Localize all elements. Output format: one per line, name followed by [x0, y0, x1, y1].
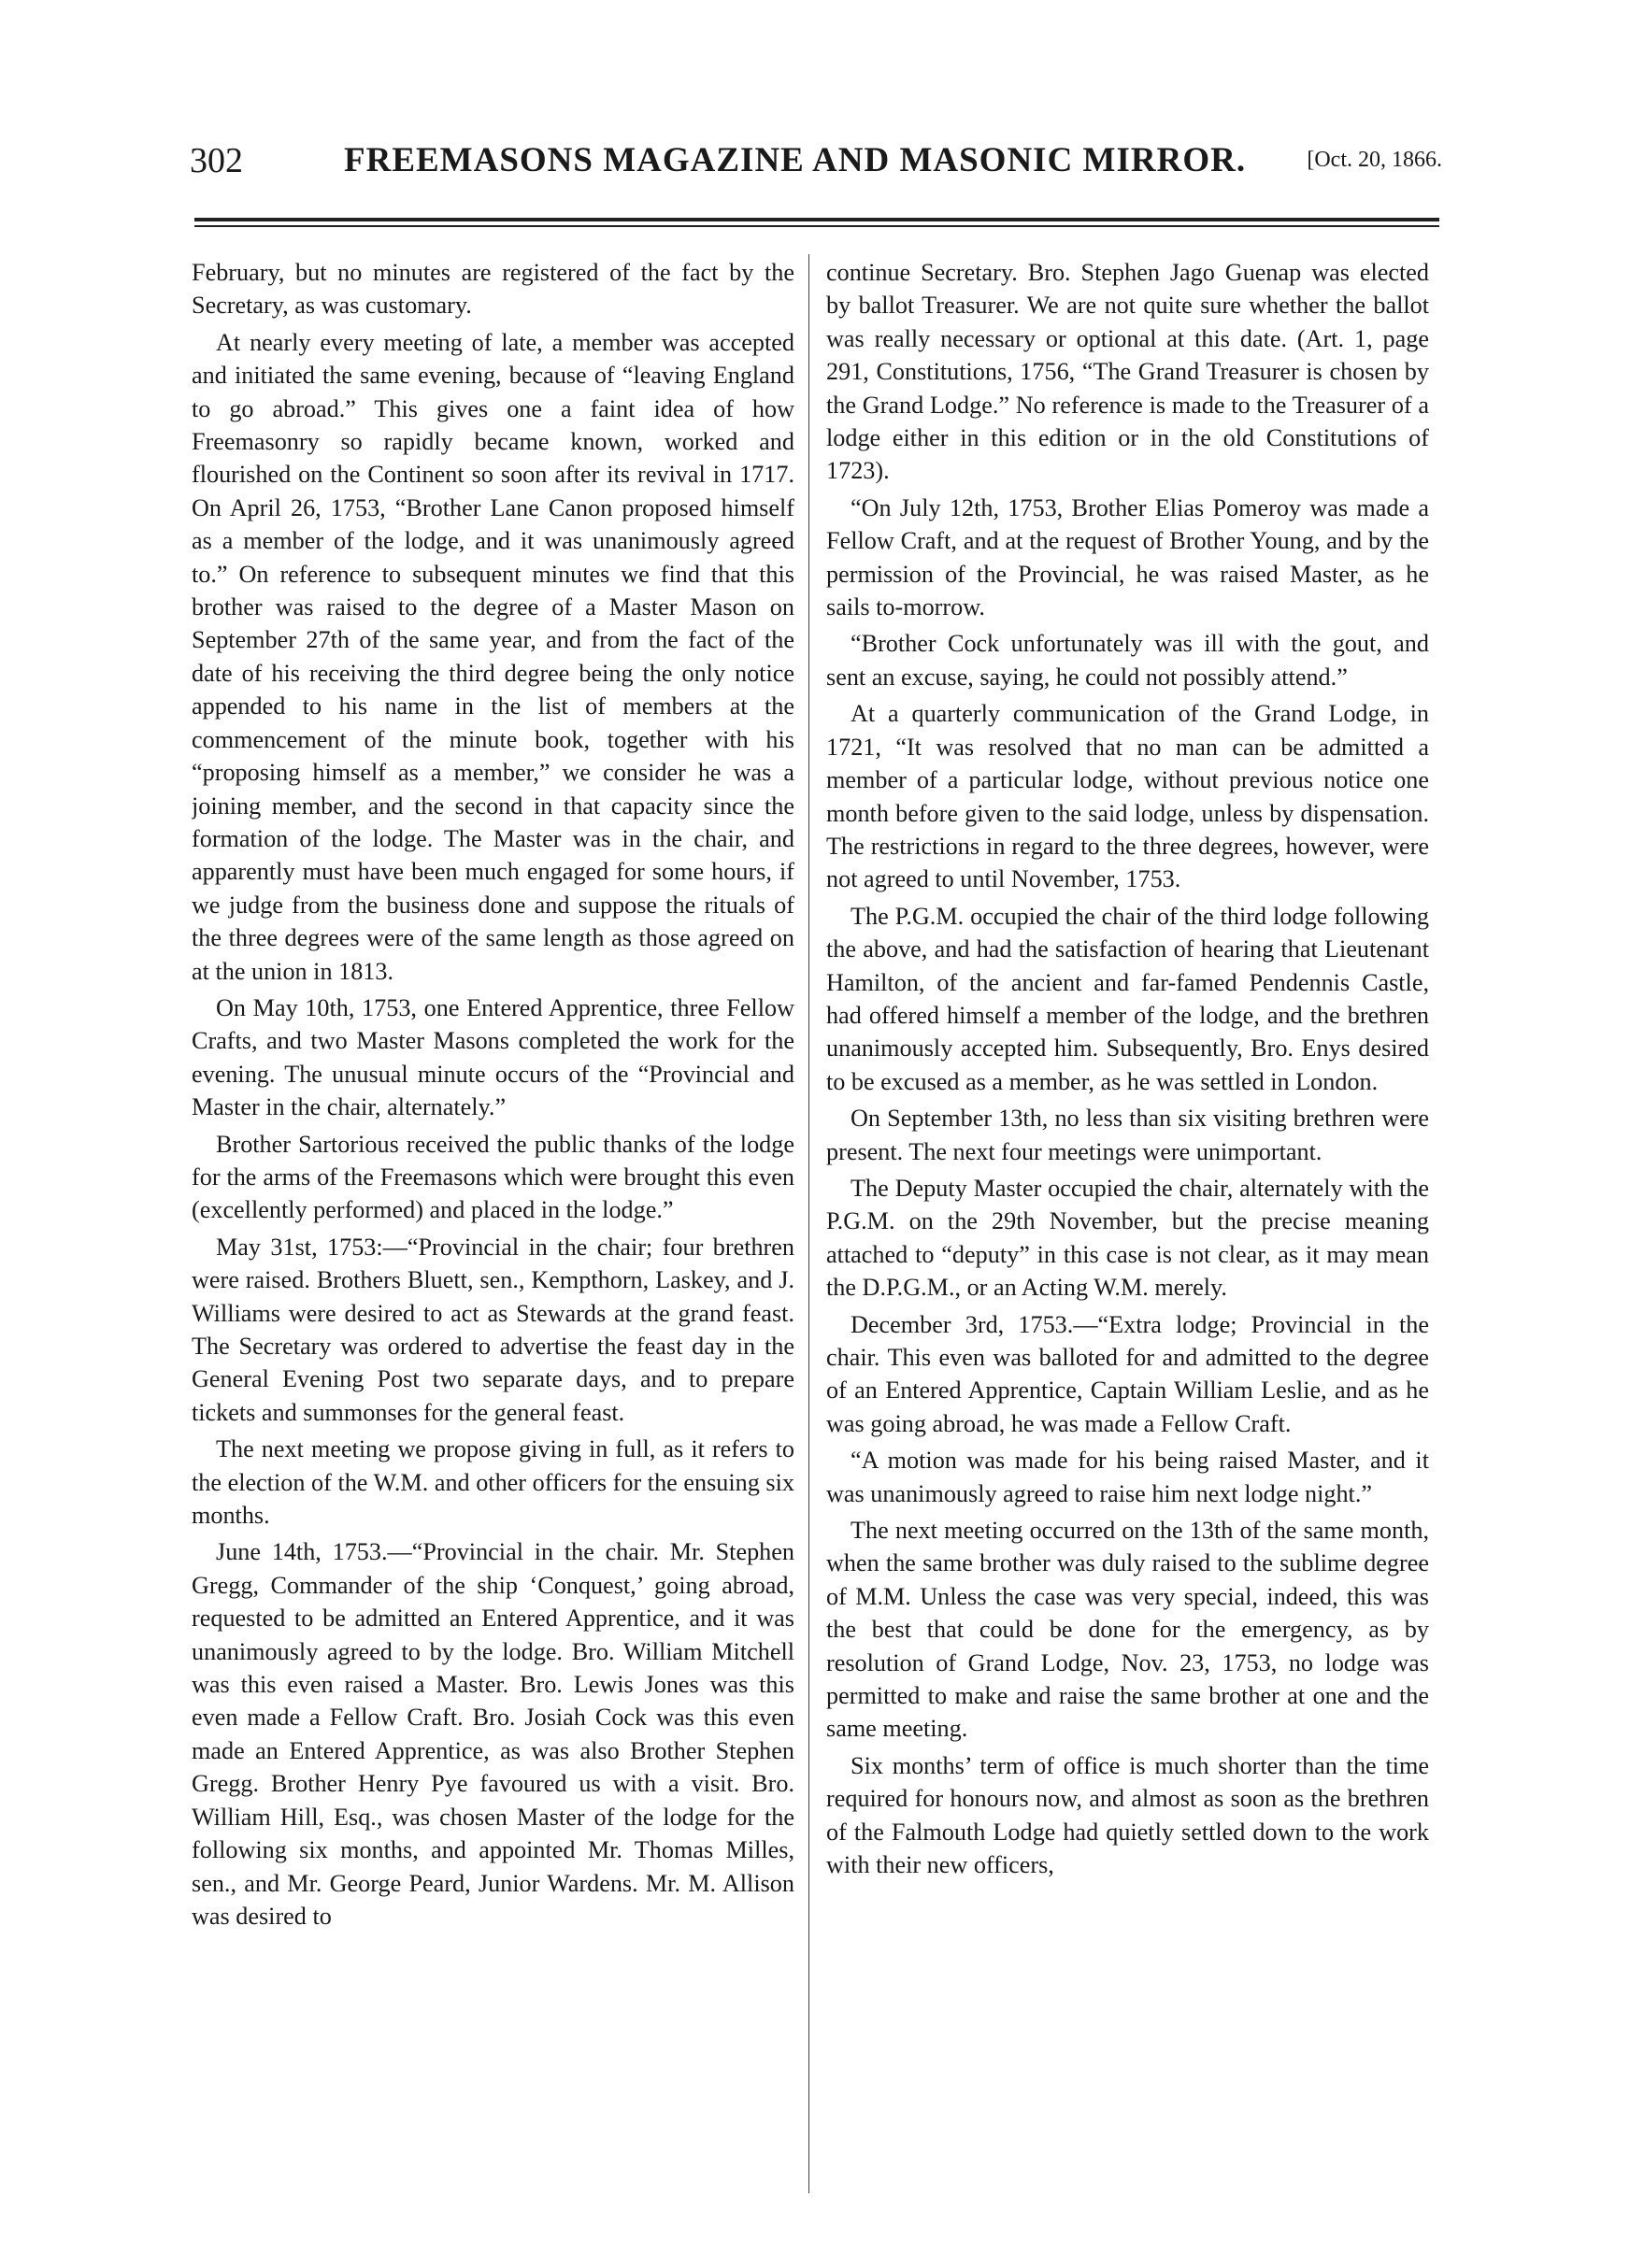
header-rule-thin — [194, 225, 1439, 227]
masthead-title: FREEMASONS MAGAZINE AND MASONIC MIRROR. — [344, 141, 1247, 179]
column-divider — [808, 254, 809, 2193]
paragraph: June 14th, 1753.—“Provincial in the chair. Mr. Stephen Gregg, Commander of the ship ‘Conquest,’ going abroad, requested to be admitted an Entered Apprentice, and it was unanimously agreed to by the lodge. Bro. William Mitchell was this even raised a Master. Bro. Lewis Jones was this even made a Fellow Craft. Bro. Josiah Cock was this even made an Entered Apprentice, as was also Brother Stephen Gregg. Brother Henry Pye favoured us with a visit. Bro. William Hill, Esq., was chosen Master of the lodge for the following six months, and appointed Mr. Thomas Milles, sen., and Mr. George Peard, Junior Wardens. Mr. M. Allison was desired to — [192, 1538, 794, 1930]
paragraph: The next meeting we propose giving in full, as it refers to the election of the W.M. and other officers for the ensuing six months. — [192, 1435, 794, 1530]
paragraph: continue Secretary. Bro. Stephen Jago Guenap was elected by ballot Treasurer. We are not quite sure whether the ballot was really necessary or optional at this date. (Art. 1, page 291, Constitutions, 1756, “The Grand Treasurer is chosen by the Grand Lodge.” No reference is made to the Treasurer of a lodge either in this edition or in the old Constitutions of 1723). — [826, 259, 1429, 485]
paragraph: “A motion was made for his being raised Master, and it was unanimously agreed to raise him next lodge night.” — [826, 1447, 1429, 1507]
paragraph: “Brother Cock unfortunately was ill with the gout, and sent an excuse, saying, he could not possibly attend.” — [826, 630, 1429, 691]
paragraph: The next meeting occurred on the 13th of the same month, when the same brother was duly raised to the sublime degree of M.M. Unless the case was very special, indeed, this was the best that could be done for the emergency, as by resolution of Grand Lodge, Nov. 23, 1753, no lodge was permitted to make and raise the same brother at one and the same meeting. — [826, 1517, 1429, 1743]
paragraph: Brother Sartorious received the public thanks of the lodge for the arms of the Freemasons which were brought this even (excellently performed) and placed in the lodge.” — [192, 1130, 794, 1224]
paragraph: February, but no minutes are registered of the fact by the Secretary, as was customary. — [192, 259, 794, 320]
paragraph: The P.G.M. occupied the chair of the third lodge following the above, and had the satisfaction of hearing that Lieutenant Hamilton, of the ancient and far-famed Pendennis Castle, had offered himself a member of the lodge, and the brethren unanimously accepted him. Subsequently, Bro. Enys desired to be excused as a member, as he was settled in London. — [826, 902, 1429, 1095]
paragraph: At a quarterly communication of the Grand Lodge, in 1721, “It was resolved that no man can be admitted a member of a particular lodge, without previous notice one month before given to the said lodge, unless by dispensation. The restrictions in regard to the three degrees, however, were not agreed to until November, 1753. — [826, 700, 1429, 893]
paragraph: Six months’ term of office is much shorter than the time required for honours now, and almost as soon as the brethren of the Falmouth Lodge had quietly settled down to the work with their new officers, — [826, 1751, 1429, 1879]
paragraph: At nearly every meeting of late, a member was accepted and initiated the same evening, because of “leaving England to go abroad.” This gives one a faint idea of how Freemasonry so rapidly became known, worked and flourished on the Continent so soon after its revival in 1717. On April 26, 1753, “Brother Lane Canon proposed himself as a member of the lodge, and it was unanimously agreed to.” On reference to subsequent minutes we find that this brother was raised to the degree of a Master Mason on September 27th of the same year, and from the fact of the date of his receiving the third degree being the only notice appended to his name in the list of members at the commencement of the minute book, together with his “proposing himself as a member,” we consider he was a joining member, and the second in that capacity since the formation of the lodge. The Master was in the chair, and apparently must have been much engaged for some hours, if we judge from the business done and suppose the rituals of the three degrees were of the same length as those agreed on at the union in 1813. — [192, 328, 794, 985]
page-number: 302 — [190, 141, 243, 180]
header-rule-thick — [194, 218, 1439, 221]
issue-date: [Oct. 20, 1866. — [1307, 148, 1442, 172]
left-column — [192, 256, 794, 2218]
paragraph: “On July 12th, 1753, Brother Elias Pomeroy was made a Fellow Craft, and at the request of Brother Young, and by the permission of the Provincial, he was raised Master, as he sails to-morrow. — [826, 493, 1429, 621]
paragraph: On May 10th, 1753, one Entered Apprentice, three Fellow Crafts, and two Master Masons completed the work for the evening. The unusual minute occurs of the “Provincial and Master in the chair, alternately.” — [192, 993, 794, 1121]
right-column — [826, 256, 1429, 2218]
paragraph: May 31st, 1753:—“Provincial in the chair; four brethren were raised. Brothers Bluett, sen., Kempthorn, Laskey, and J. Williams were desired to act as Stewards at the grand feast. The Secretary was ordered to advertise the feast day in the General Evening Post two separate days, and to prepare tickets and summonses for the general feast. — [192, 1233, 794, 1426]
paragraph: On September 13th, no less than six visiting brethren were present. The next four meetings were unimportant. — [826, 1105, 1429, 1165]
paragraph: December 3rd, 1753.—“Extra lodge; Provincial in the chair. This even was balloted for and admitted to the degree of an Entered Apprentice, Captain William Leslie, and as he was going abroad, he was made a Fellow Craft. — [826, 1310, 1429, 1437]
running-header — [190, 140, 1442, 185]
paragraph: The Deputy Master occupied the chair, alternately with the P.G.M. on the 29th November, but the precise meaning attached to “deputy” in this case is not clear, as it may mean the D.P.G.M., or an Acting W.M. merely. — [826, 1174, 1429, 1302]
